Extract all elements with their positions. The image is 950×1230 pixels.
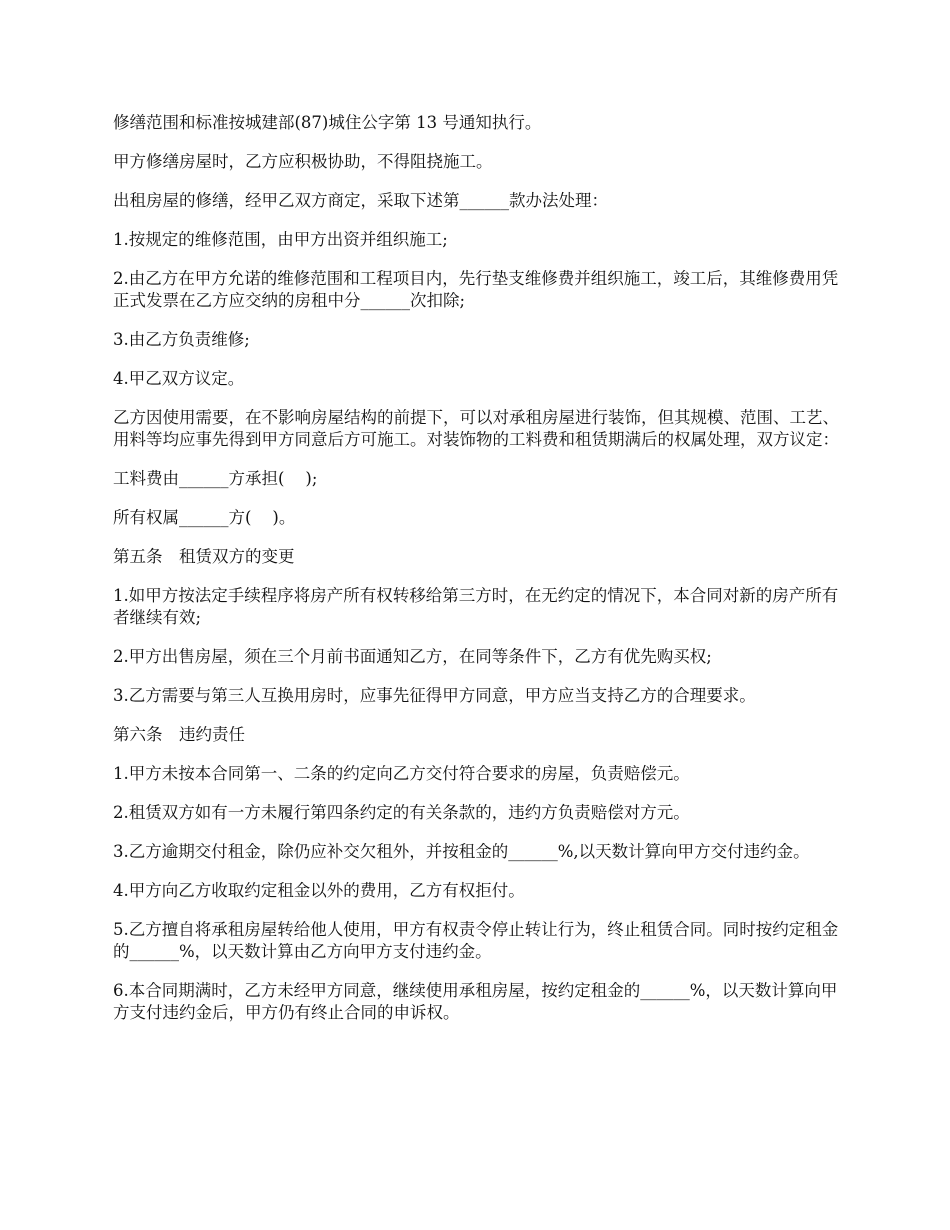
paragraph-ownership: 所有权属______方( )。 (113, 508, 296, 527)
list-item: 2.甲方出售房屋，须在三个月前书面通知乙方，在同等条件下，乙方有优先购买权; (113, 647, 712, 666)
paragraph-repair-standard: 修缮范围和标准按城建部(87)城住公字第 13 号通知执行。 (113, 113, 542, 132)
list-item: 4.甲乙双方议定。 (113, 369, 245, 388)
list-item: 3.乙方逾期交付租金，除仍应补交欠租外，并按租金的______%,以天数计算向甲方交付违约金。 (113, 842, 810, 861)
document-body (113, 112, 840, 1041)
paragraph-repair-cooperation: 甲方修缮房屋时，乙方应积极协助，不得阻挠施工。 (113, 152, 493, 171)
list-item: 4.甲方向乙方收取约定租金以外的费用，乙方有权拒付。 (113, 881, 525, 900)
list-item: 6.本合同期满时，乙方未经甲方同意，继续使用承租房屋，按约定租金的______%，以天数计算向甲方支付违约金后，甲方仍有终止合同的申诉权。 (113, 981, 838, 1022)
list-item: 2.由乙方在甲方允诺的维修范围和工程项目内，先行垫支维修费并组织施工，竣工后，其维修费用凭正式发票在乙方应交纳的房租中分______次扣除; (113, 269, 839, 310)
list-item: 2.租赁双方如有一方未履行第四条约定的有关条款的，违约方负责赔偿对方元。 (113, 803, 690, 822)
paragraph-material-cost: 工料费由______方承担( ); (113, 469, 318, 488)
section-heading-article-5: 第五条 租赁双方的变更 (113, 547, 295, 566)
list-item: 1.如甲方按法定手续程序将房产所有权转移给第三方时，在无约定的情况下，本合同对新的房产所有者继续有效; (113, 586, 839, 627)
paragraph-decoration: 乙方因使用需要，在不影响房屋结构的前提下，可以对承租房屋进行装饰，但其规模、范围、工艺、用料等均应事先得到甲方同意后方可施工。对装饰物的工料费和租赁期满后的权属处理，双方议定： (113, 408, 839, 449)
section-heading-article-6: 第六条 违约责任 (113, 725, 245, 744)
list-item: 5.乙方擅自将承租房屋转给他人使用，甲方有权责令停止转让行为，终止租赁合同。同时按约定租金的______%，以天数计算由乙方向甲方支付违约金。 (113, 920, 839, 961)
list-item: 1.按规定的维修范围，由甲方出资并组织施工; (113, 230, 448, 249)
list-item: 1.甲方未按本合同第一、二条的约定向乙方交付符合要求的房屋，负责赔偿元。 (113, 764, 690, 783)
list-item: 3.乙方需要与第三人互换用房时，应事先征得甲方同意，甲方应当支持乙方的合理要求。 (113, 686, 756, 705)
list-item: 3.由乙方负责维修; (113, 330, 250, 349)
paragraph-repair-method: 出租房屋的修缮，经甲乙双方商定，采取下述第______款办法处理： (113, 191, 608, 210)
